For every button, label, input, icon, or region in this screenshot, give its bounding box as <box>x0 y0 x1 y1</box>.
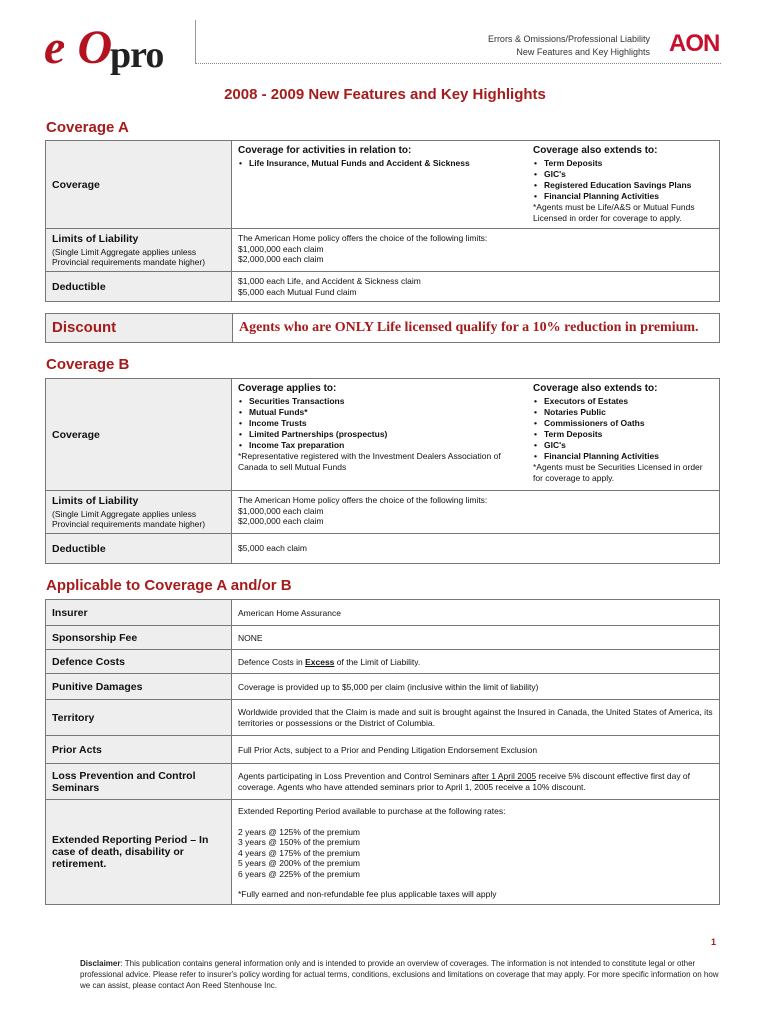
list-item: • Registered Education Savings Plans <box>533 180 713 191</box>
coverage-a-deductible-cell <box>232 272 720 302</box>
coverage-b-deductible-label: Deductible <box>46 534 232 564</box>
sponsorship-label: Sponsorship Fee <box>46 626 232 650</box>
coverage-a-right-heading: Coverage also extends to: <box>533 145 658 156</box>
extended-intro: Extended Reporting Period available to purchase at the following rates: <box>238 806 506 816</box>
extended-rate: 2 years @ 125% of the premium <box>238 826 361 837</box>
coverage-b-right-heading: Coverage also extends to: <box>533 383 658 394</box>
list-item: • GIC's <box>533 169 713 180</box>
coverage-b-coverage-cell <box>232 379 720 491</box>
extended-rate: 6 years @ 225% of the premium <box>238 868 361 879</box>
coverage-b-left-list <box>238 396 525 451</box>
coverage-b-deductible-cell <box>232 534 720 564</box>
table-row <box>46 800 720 905</box>
deductible-line: $5,000 each Mutual Fund claim <box>238 286 357 297</box>
limits-line: $1,000,000 each claim <box>238 505 324 516</box>
header-subtitle-line1: Errors & Omissions/Professional Liability <box>487 34 650 44</box>
coverage-a-right-note: *Agents must be Life/A&S or Mutual Funds Licensed in order for coverage to apply. <box>533 202 695 223</box>
aon-logo: AON <box>669 30 720 57</box>
limits-line: $2,000,000 each claim <box>238 254 324 264</box>
header-subtitle-line2: New Features and Key Highlights <box>516 47 650 57</box>
coverage-a-limits-label <box>46 229 232 272</box>
territory-label: Territory <box>46 700 232 736</box>
table-row <box>46 491 720 534</box>
extended-note: *Fully earned and non-refundable fee plus applicable taxes will apply <box>238 889 497 899</box>
coverage-a-left-list <box>238 158 525 169</box>
defence-emph: Excess <box>305 656 335 667</box>
limits-line: $2,000,000 each claim <box>238 516 324 526</box>
sponsorship-value: NONE <box>232 626 720 650</box>
prior-acts-label: Prior Acts <box>46 736 232 764</box>
coverage-a-coverage-label: Coverage <box>46 141 232 229</box>
territory-value: Worldwide provided that the Claim is made and suit is brought against the Insured in Canada, the United States of America, its territories or possessions or the District of Columbia. <box>232 700 720 736</box>
coverage-b-coverage-label: Coverage <box>46 379 232 491</box>
coverage-a-left-heading: Coverage for activities in relation to: <box>238 145 412 156</box>
loss-prevention-label: Loss Prevention and Control Seminars <box>46 764 232 800</box>
disclaimer-label: Disclaimer <box>80 959 121 968</box>
list-item: • Securities Transactions <box>238 396 525 407</box>
defence-label: Defence Costs <box>46 650 232 674</box>
table-row <box>46 674 720 700</box>
header-subtitle <box>488 33 650 59</box>
logo-e-and-o: e&O <box>44 21 109 74</box>
coverage-b-left-note: *Representative registered with the Investment Dealers Association of Canada to sell Mutual Funds <box>238 451 501 472</box>
defence-value <box>232 650 720 674</box>
coverage-a-deductible-label: Deductible <box>46 272 232 302</box>
list-item: • Financial Planning Activities <box>533 191 713 202</box>
extended-rate: 3 years @ 150% of the premium <box>238 837 361 847</box>
discount-label: Discount <box>46 314 233 342</box>
table-row <box>46 272 720 302</box>
header-divider-vertical <box>195 20 196 64</box>
table-row <box>46 736 720 764</box>
coverage-b-limits-label <box>46 491 232 534</box>
coverage-a-table <box>45 140 720 302</box>
insurer-value: American Home Assurance <box>232 600 720 626</box>
disclaimer <box>80 958 720 991</box>
extended-rate: 4 years @ 175% of the premium <box>238 847 361 858</box>
deductible-line: $5,000 each claim <box>238 543 307 554</box>
table-row <box>46 650 720 674</box>
limits-label-text: Limits of Liability <box>52 495 139 507</box>
table-row <box>46 229 720 272</box>
punitive-value: Coverage is provided up to $5,000 per claim (inclusive within the limit of liability) <box>232 674 720 700</box>
prior-acts-value: Full Prior Acts, subject to a Prior and Pending Litigation Endorsement Exclusion <box>232 736 720 764</box>
discount-box <box>45 313 720 343</box>
list-item: • Term Deposits <box>533 158 713 169</box>
extended-reporting-label: Extended Reporting Period – In case of death, disability or retirement. <box>46 800 232 905</box>
coverage-a-coverage-cell <box>232 141 720 229</box>
limits-sublabel: (Single Limit Aggregate applies unless Provincial requirements mandate higher) <box>52 509 206 529</box>
limits-label-text: Limits of Liability <box>52 233 139 245</box>
loss-prevention-pre: Agents participating in Loss Prevention and Control Seminars <box>238 770 472 781</box>
limits-line: $1,000,000 each claim <box>238 243 324 254</box>
table-row <box>46 379 720 491</box>
list-item: • Financial Planning Activities <box>533 451 713 462</box>
list-item: • Commissioners of Oaths <box>533 418 713 429</box>
table-row <box>46 600 720 626</box>
extended-reporting-cell <box>232 800 720 905</box>
coverage-a-right-list <box>533 158 713 202</box>
punitive-label: Punitive Damages <box>46 674 232 700</box>
list-item: • Income Trusts <box>238 418 525 429</box>
coverage-a-limits-cell <box>232 229 720 272</box>
list-item: • Executors of Estates <box>533 396 713 407</box>
table-row <box>46 700 720 736</box>
extended-rate: 5 years @ 200% of the premium <box>238 858 361 868</box>
limits-sublabel: (Single Limit Aggregate applies unless Provincial requirements mandate higher) <box>52 247 206 267</box>
discount-text: Agents who are ONLY Life licensed qualify for a 10% reduction in premium. <box>239 320 699 335</box>
coverage-b-right-note: *Agents must be Securities Licensed in order for coverage to apply. <box>533 462 703 483</box>
coverage-b-left-heading: Coverage applies to: <box>238 383 337 394</box>
logo-pro: pro <box>110 34 164 76</box>
coverage-b-limits-cell <box>232 491 720 534</box>
list-item: • Limited Partnerships (prospectus) <box>238 429 525 440</box>
table-row <box>46 534 720 564</box>
disclaimer-text: : This publication contains general information only and is intended to provide an overview of coverages. The information is not intended to constitute legal or other professional advice. Please refer to insurer's policy wording for actual terms, conditions, exclusions and limitations on coverage that may apply. For more specific information on how we can assist, please contact Aon Reed Stenhouse Inc. <box>80 959 719 990</box>
page-number: 1 <box>711 937 717 947</box>
coverage-b-heading: Coverage B <box>46 356 130 373</box>
defence-pre: Defence Costs in <box>238 656 306 667</box>
applicable-heading: Applicable to Coverage A and/or B <box>46 577 292 594</box>
eo-pro-logo <box>44 21 194 76</box>
list-item: • GIC's <box>533 440 713 451</box>
limits-line: The American Home policy offers the choice of the following limits: <box>238 495 488 505</box>
coverage-a-heading: Coverage A <box>46 119 129 136</box>
applicable-table <box>45 599 720 905</box>
table-row <box>46 141 720 229</box>
deductible-line: $1,000 each Life, and Accident & Sickness claim <box>238 276 421 286</box>
list-item: • Notaries Public <box>533 407 713 418</box>
loss-prevention-value <box>232 764 720 800</box>
header-divider-horizontal <box>195 63 721 64</box>
coverage-b-right-list <box>533 396 713 462</box>
loss-prevention-emph: after 1 April 2005 <box>471 770 537 781</box>
list-item: • Mutual Funds* <box>238 407 525 418</box>
limits-line: The American Home policy offers the choice of the following limits: <box>238 233 488 243</box>
coverage-b-table <box>45 378 720 564</box>
table-row <box>46 626 720 650</box>
defence-post: of the Limit of Liability. <box>334 656 421 667</box>
loss-prevention-post: receive 5% discount effective first day of coverage. Agents who have attended seminars prior to April 1, 2005 receive a 10% discount. <box>238 770 691 792</box>
page-title: 2008 - 2009 New Features and Key Highlights <box>224 86 546 103</box>
insurer-label: Insurer <box>46 600 232 626</box>
list-item: • Income Tax preparation <box>238 440 525 451</box>
list-item: • Life Insurance, Mutual Funds and Accident & Sickness <box>238 158 525 169</box>
list-item: • Term Deposits <box>533 429 713 440</box>
table-row <box>46 764 720 800</box>
